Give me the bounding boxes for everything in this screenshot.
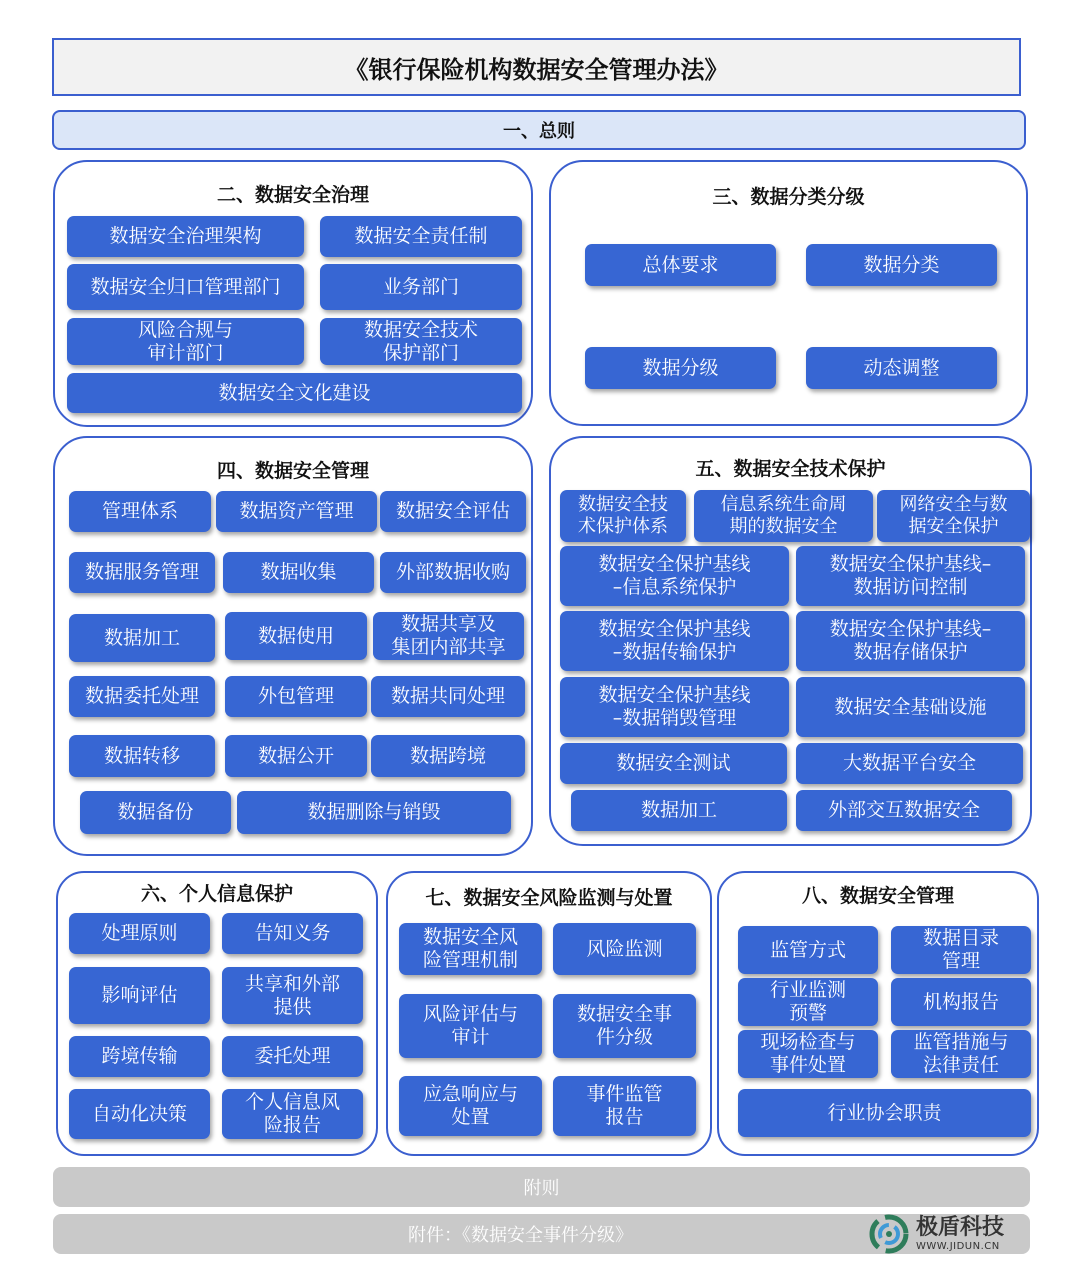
section-title: 六、个人信息保护 bbox=[140, 883, 293, 905]
logo-url: WWW.JIDUN.CN bbox=[916, 1240, 1000, 1252]
governance-item: 数据安全责任制 bbox=[320, 216, 522, 257]
tech-protection-item: 数据安全保护基线– 数据存储保护 bbox=[796, 611, 1025, 671]
risk-monitoring-item: 数据安全风 险管理机制 bbox=[399, 923, 542, 975]
management-item: 外包管理 bbox=[225, 676, 367, 717]
supervision-item: 数据目录 管理 bbox=[891, 926, 1031, 974]
supervision-item: 机构报告 bbox=[891, 978, 1031, 1026]
governance-item: 业务部门 bbox=[320, 264, 522, 310]
general-provisions-banner: 一、总则 bbox=[52, 110, 1026, 150]
tech-protection-item: 数据安全保护基线 –信息系统保护 bbox=[560, 546, 789, 606]
risk-monitoring-item: 风险监测 bbox=[553, 923, 696, 975]
classification-item: 总体要求 bbox=[585, 244, 776, 286]
management-item: 数据安全评估 bbox=[380, 491, 526, 532]
section-data-security-governance bbox=[53, 160, 533, 427]
section-data-security-management bbox=[53, 436, 533, 856]
management-item: 数据公开 bbox=[225, 735, 367, 777]
personal-info-item: 处理原则 bbox=[69, 913, 210, 954]
management-item: 数据使用 bbox=[225, 612, 367, 660]
tech-protection-item: 大数据平台安全 bbox=[796, 743, 1023, 784]
classification-item: 数据分级 bbox=[585, 347, 776, 389]
management-item: 数据资产管理 bbox=[216, 491, 377, 532]
management-item: 数据加工 bbox=[69, 614, 215, 662]
classification-item: 数据分类 bbox=[806, 244, 997, 286]
management-item: 外部数据收购 bbox=[380, 552, 526, 593]
management-item: 数据删除与销毁 bbox=[237, 791, 511, 834]
management-item: 管理体系 bbox=[69, 491, 211, 532]
personal-info-item: 委托处理 bbox=[222, 1036, 363, 1077]
section-title: 二、数据安全治理 bbox=[216, 184, 369, 206]
tech-protection-item: 信息系统生命周 期的数据安全 bbox=[694, 490, 873, 542]
management-item: 数据委托处理 bbox=[69, 676, 215, 717]
governance-item: 数据安全技术 保护部门 bbox=[320, 318, 522, 365]
section-title: 四、数据安全管理 bbox=[216, 460, 369, 482]
logo-icon bbox=[868, 1213, 910, 1255]
management-item: 数据跨境 bbox=[371, 735, 525, 777]
tech-protection-item: 数据安全测试 bbox=[560, 743, 787, 784]
section-supervision-management bbox=[717, 871, 1039, 1156]
risk-monitoring-item: 数据安全事 件分级 bbox=[553, 994, 696, 1058]
risk-monitoring-item: 风险评估与 审计 bbox=[399, 994, 542, 1058]
supervision-item: 行业协会职责 bbox=[738, 1089, 1031, 1137]
section-title: 三、数据分类分级 bbox=[712, 186, 865, 208]
tech-protection-item: 数据安全保护基线 –数据销毁管理 bbox=[560, 677, 789, 737]
logo-name: 极盾科技 bbox=[916, 1215, 1005, 1241]
supervision-item: 监管方式 bbox=[738, 926, 878, 974]
attachment-text: 附件：《数据安全事件分级》 bbox=[408, 1225, 633, 1246]
management-item: 数据备份 bbox=[80, 791, 231, 834]
supervision-item: 现场检查与 事件处置 bbox=[738, 1030, 878, 1078]
management-item: 数据服务管理 bbox=[69, 552, 215, 593]
personal-info-item: 共享和外部 提供 bbox=[222, 967, 363, 1024]
personal-info-item: 自动化决策 bbox=[69, 1089, 210, 1139]
tech-protection-item: 数据安全保护基线– 数据访问控制 bbox=[796, 546, 1025, 606]
tech-protection-item: 数据加工 bbox=[571, 790, 787, 831]
supervision-item: 监管措施与 法律责任 bbox=[891, 1030, 1031, 1078]
management-item: 数据转移 bbox=[69, 735, 215, 777]
section-risk-monitoring bbox=[386, 871, 712, 1156]
governance-item: 数据安全文化建设 bbox=[67, 373, 522, 413]
section-title: 七、数据安全风险监测与处置 bbox=[425, 887, 673, 909]
section-title: 五、数据安全技术保护 bbox=[695, 458, 886, 480]
section-data-classification bbox=[549, 160, 1028, 426]
page-title: 《银行保险机构数据安全管理办法》 bbox=[52, 38, 1021, 96]
governance-item: 数据安全归口管理部门 bbox=[67, 264, 304, 310]
tech-protection-item: 数据安全技 术保护体系 bbox=[560, 490, 686, 542]
personal-info-item: 影响评估 bbox=[69, 967, 210, 1024]
risk-monitoring-item: 应急响应与 处置 bbox=[399, 1076, 542, 1136]
management-item: 数据共享及 集团内部共享 bbox=[373, 612, 524, 660]
personal-info-item: 告知义务 bbox=[222, 913, 363, 954]
tech-protection-item: 数据安全保护基线 –数据传输保护 bbox=[560, 611, 789, 671]
governance-item: 数据安全治理架构 bbox=[67, 216, 304, 257]
section-technical-protection bbox=[549, 436, 1032, 846]
supervision-item: 行业监测 预警 bbox=[738, 978, 878, 1026]
tech-protection-item: 网络安全与数 据安全保护 bbox=[877, 490, 1030, 542]
personal-info-item: 跨境传输 bbox=[69, 1036, 210, 1077]
risk-monitoring-item: 事件监管 报告 bbox=[553, 1076, 696, 1136]
section-personal-info-protection bbox=[56, 871, 378, 1156]
tech-protection-item: 数据安全基础设施 bbox=[796, 677, 1025, 737]
section-title: 八、数据安全管理 bbox=[801, 885, 954, 907]
supplementary-provisions-bar: 附则 bbox=[53, 1167, 1030, 1207]
company-logo bbox=[868, 1212, 1028, 1256]
personal-info-item: 个人信息风 险报告 bbox=[222, 1089, 363, 1139]
classification-item: 动态调整 bbox=[806, 347, 997, 389]
governance-item: 风险合规与 审计部门 bbox=[67, 318, 304, 365]
tech-protection-item: 外部交互数据安全 bbox=[796, 790, 1012, 831]
management-item: 数据收集 bbox=[223, 552, 374, 593]
management-item: 数据共同处理 bbox=[371, 676, 525, 717]
